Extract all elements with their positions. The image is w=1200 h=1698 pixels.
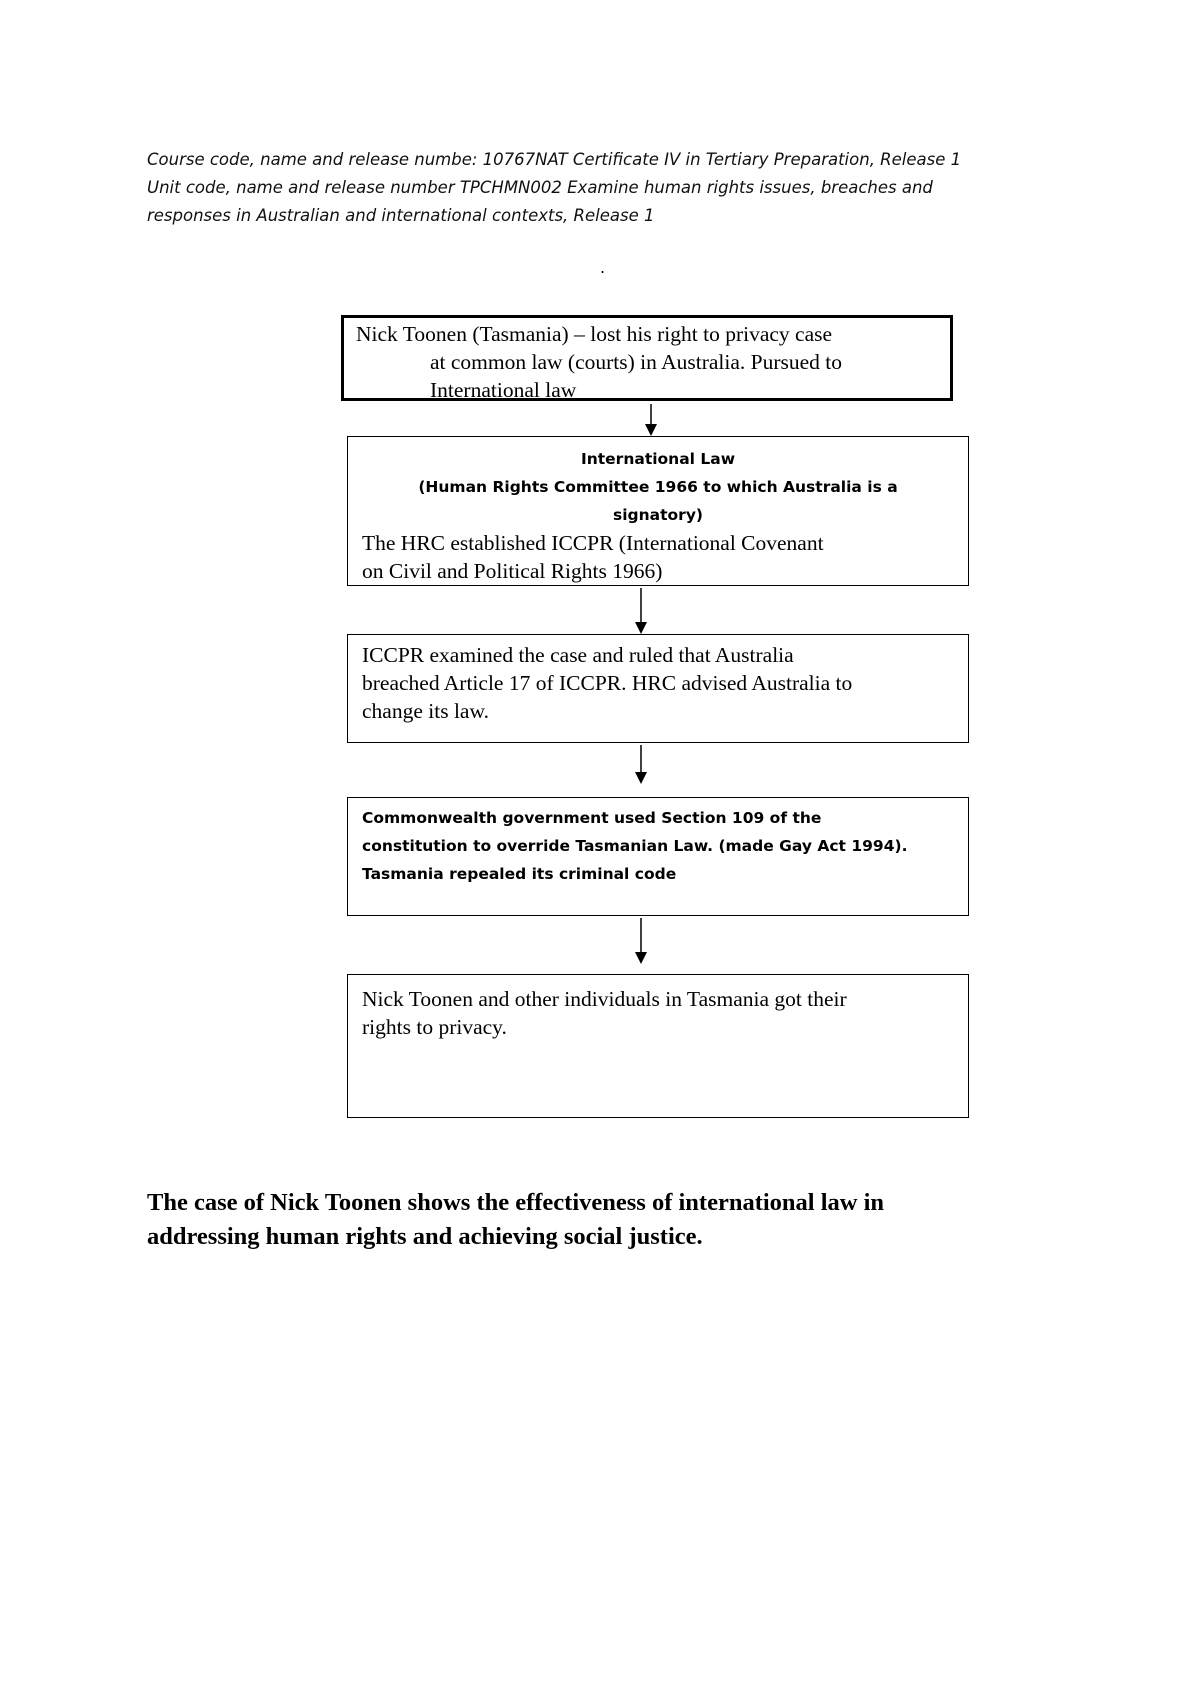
box2-heading2: (Human Rights Committee 1966 to which Australia is a <box>418 478 898 496</box>
arrow-3-to-4 <box>635 745 647 784</box>
box2-heading1: International Law <box>580 450 736 468</box>
arrow-2-to-3 <box>635 588 647 634</box>
unit-code-line: Unit code, name and release number TPCHMN002 Examine human rights issues, breaches and <box>147 178 933 197</box>
stray-dot: . <box>600 258 606 277</box>
arrow-4-to-5 <box>635 918 647 964</box>
box3-line3: change its law. <box>362 699 489 723</box>
unit-context-line: responses in Australian and international contexts, Release 1 <box>147 206 655 225</box>
course-code-line: Course code, name and release numbe: 10767NAT Certificate IV in Tertiary Preparation, Release 1 <box>147 150 962 169</box>
box1-line3: International law <box>430 378 577 402</box>
box5-line1: Nick Toonen and other individuals in Tasmania got their <box>362 987 847 1011</box>
box1-line1: Nick Toonen (Tasmania) – lost his right to privacy case <box>356 322 833 346</box>
flow-box-toonen-case <box>341 315 953 401</box>
box2-heading3: signatory) <box>612 506 704 524</box>
box2-body2: on Civil and Political Rights 1966) <box>362 559 663 583</box>
box4-line2: constitution to override Tasmanian Law. (made Gay Act 1994). <box>362 837 908 855</box>
box1-line2: at common law (courts) in Australia. Pursued to <box>430 350 843 374</box>
flow-box-outcome <box>347 974 969 1118</box>
box3-line1: ICCPR examined the case and ruled that Australia <box>362 643 794 667</box>
box3-line2: breached Article 17 of ICCPR. HRC advised Australia to <box>362 671 853 695</box>
box5-line2: rights to privacy. <box>362 1015 507 1039</box>
flow-box-iccpr-ruling <box>347 634 969 743</box>
box2-body1: The HRC established ICCPR (International Covenant <box>362 531 824 555</box>
arrow-1-to-2 <box>645 404 657 436</box>
box4-line1: Commonwealth government used Section 109 of the <box>362 809 822 827</box>
box4-line3: Tasmania repealed its criminal code <box>362 865 677 883</box>
conclusion-line1: The case of Nick Toonen shows the effectiveness of international law in <box>147 1189 885 1216</box>
conclusion-line2: addressing human rights and achieving social justice. <box>147 1223 703 1250</box>
flow-box-international-law <box>347 436 969 586</box>
flow-box-commonwealth-action <box>347 797 969 916</box>
conclusion-statement <box>147 1186 1047 1254</box>
